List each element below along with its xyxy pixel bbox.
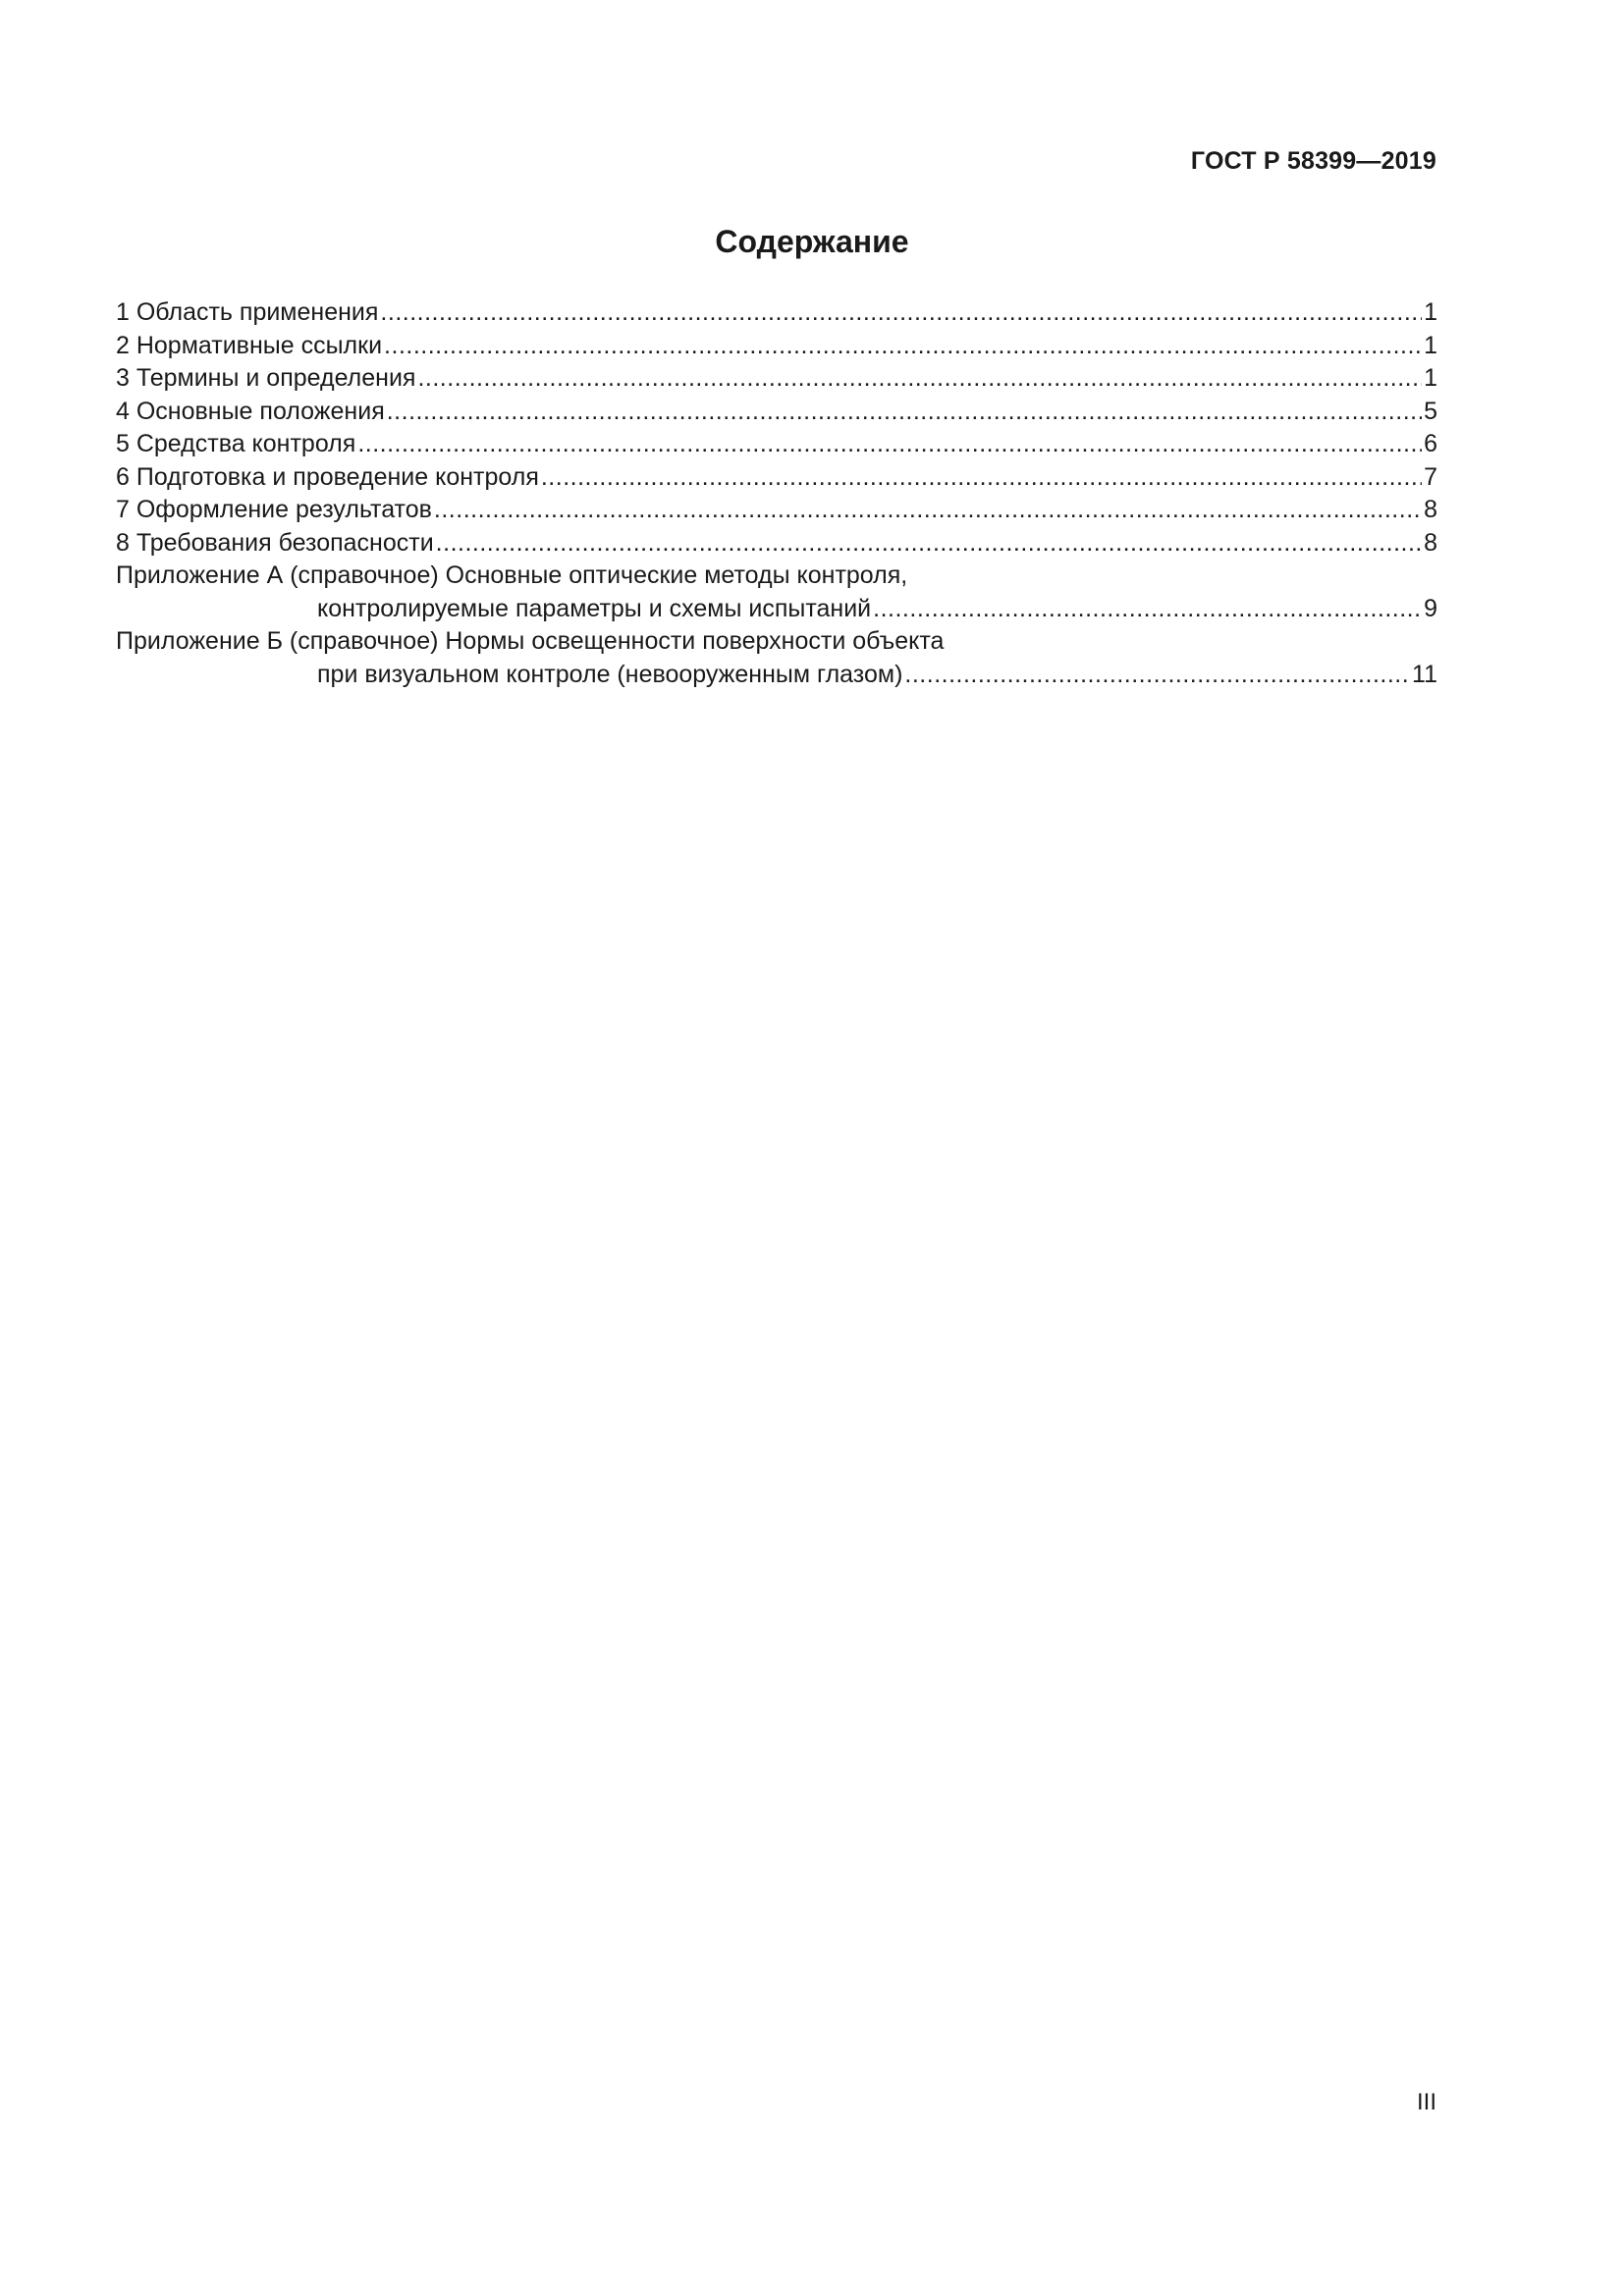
toc-entry-page: 7 — [1424, 462, 1437, 491]
page-number: III — [1416, 2089, 1436, 2115]
toc-entry-label: 4 Основные положения — [116, 397, 385, 425]
toc-annex-subtitle: контролируемые параметры и схемы испытаний — [317, 594, 872, 622]
toc-dot-leader — [357, 428, 1422, 461]
toc-entry-6[interactable] — [116, 461, 1437, 495]
toc-entry-3[interactable] — [116, 362, 1437, 396]
toc-annex-continuation — [116, 593, 1437, 626]
toc-entry-label: 5 Средства контроля — [116, 430, 356, 457]
toc-entry-page: 1 — [1424, 298, 1437, 326]
toc-dot-leader — [873, 593, 1422, 626]
toc-entry-label: 8 Требования безопасности — [116, 528, 434, 557]
toc-entry-page: 9 — [1424, 594, 1437, 622]
toc-entry-label: 3 Термины и определения — [116, 364, 416, 392]
toc-dot-leader — [417, 362, 1422, 396]
document-code: ГОСТ Р 58399—2019 — [1190, 147, 1436, 175]
toc-entry-page: 11 — [1412, 660, 1437, 688]
toc-dot-leader — [436, 527, 1422, 561]
toc-annex-title: Приложение А (справочное) Основные оптические методы контроля, — [116, 561, 908, 589]
toc-entry-page: 6 — [1424, 430, 1437, 457]
toc-entry-8[interactable] — [116, 527, 1437, 561]
toc-entry-page: 8 — [1424, 496, 1437, 523]
toc-entry-1[interactable] — [116, 296, 1437, 330]
toc-entry-2[interactable] — [116, 330, 1437, 363]
toc-annex-b[interactable] — [116, 625, 1437, 691]
toc-entry-page: 8 — [1424, 528, 1437, 557]
toc-annex-a[interactable] — [116, 560, 1437, 625]
toc-entry-4[interactable] — [116, 396, 1437, 429]
toc-entry-page: 1 — [1424, 364, 1437, 392]
page-title: Содержание — [715, 224, 909, 259]
toc-dot-leader — [387, 396, 1422, 429]
toc-entry-5[interactable] — [116, 428, 1437, 461]
toc-annex-title: Приложение Б (справочное) Нормы освещенности поверхности объекта — [116, 627, 945, 655]
toc-entry-label: 7 Оформление результатов — [116, 496, 432, 523]
toc-dot-leader — [541, 461, 1422, 495]
table-of-contents — [116, 296, 1437, 691]
toc-dot-leader — [380, 296, 1422, 330]
toc-entry-7[interactable] — [116, 494, 1437, 527]
toc-dot-leader — [434, 494, 1422, 527]
toc-entry-page: 1 — [1424, 331, 1437, 359]
toc-annex-subtitle: при визуальном контроле (невооруженным глазом) — [317, 660, 903, 688]
toc-entry-label: 1 Область применения — [116, 298, 379, 326]
toc-annex-continuation — [116, 659, 1437, 692]
toc-dot-leader — [904, 659, 1410, 692]
toc-entry-page: 5 — [1424, 397, 1437, 425]
toc-entry-label: 6 Подготовка и проведение контроля — [116, 462, 539, 491]
toc-dot-leader — [384, 330, 1422, 363]
toc-entry-label: 2 Нормативные ссылки — [116, 331, 383, 359]
